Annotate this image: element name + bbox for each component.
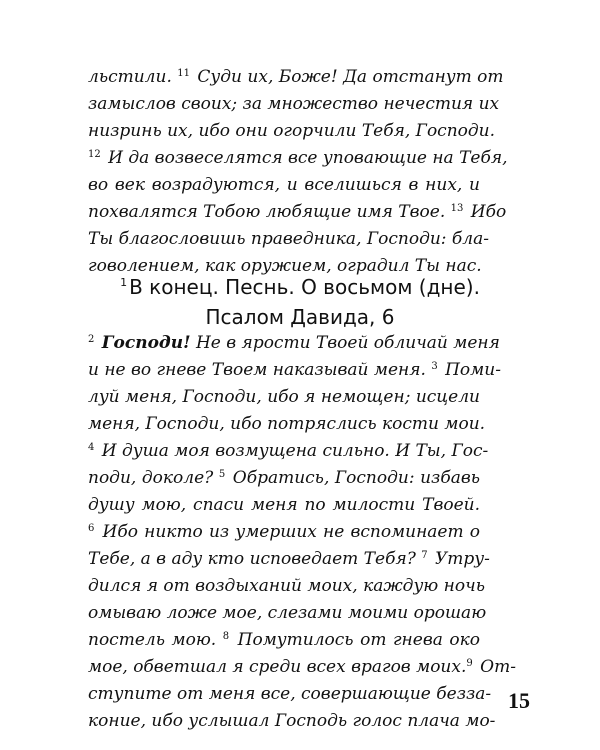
text-line: дился я от воздыханий моих, каждую ночь (88, 576, 485, 596)
text-line: коние, ибо услышал Господь голос плача мо- (88, 711, 496, 731)
verse-number: 2 (88, 334, 95, 345)
text-line: $^2$ Господи! Не в ярости Твоей обличай меня (88, 333, 500, 353)
text-line: низринь их, ибо они огорчили Тебя, Господи. (88, 121, 496, 141)
text-line: $^{12}$ И да возвеселятся все уповающие на Тебя, (88, 148, 508, 168)
text-line: омываю ложе мое, слезами моими орошаю (88, 603, 487, 623)
verse-number: 1 (120, 276, 128, 289)
text-line: луй меня, Господи, ибо я немощен; исцели (88, 387, 480, 407)
verse-number: 7 (421, 550, 428, 561)
text-line: замыслов своих; за множество нечестия их (88, 94, 500, 114)
verse-number: 12 (88, 149, 101, 160)
text-line: во век возрадуются, и вселишься в них, и (88, 175, 480, 195)
text-line: душу мою, спаси меня по милости Твоей. (88, 495, 480, 515)
verse-number: 9 (466, 658, 473, 669)
psalm-heading: $^1$ В конец. Песнь. О восьмом (дне). Псалом Давида, 6 (120, 275, 480, 329)
verse-number: 6 (88, 523, 95, 534)
verse-number: 5 (218, 469, 226, 480)
text-line: меня, Господи, ибо потряслись кости мои. (88, 414, 486, 434)
verse-number: 4 (88, 442, 95, 453)
text-line: $^4$ И душа моя возмущена сильно. И Ты, Гос- (88, 441, 489, 461)
text-line: и не во гневе Твоем наказывай меня. $^3$ Поми- (88, 360, 501, 380)
text-line: льстили. $^{11}$ Суди их, Боже! Да отстанут от (88, 67, 504, 87)
verse-number: 3 (431, 361, 438, 372)
page-number: 15 (508, 688, 530, 713)
text-line: похвалятся Тобою любящие имя Твое. $^{13}$ Ибо (88, 202, 507, 222)
verse-number: 8 (222, 631, 230, 642)
top-paragraph (88, 64, 508, 280)
text-line: мое, обветшал я среди всех врагов моих.$^9$ От- (88, 657, 516, 677)
text-line: постель мою. $^8$ Помутилось от гнева око (88, 630, 480, 650)
text-line: говолением, как оружием, оградил Ты нас. (88, 256, 482, 276)
psalm-text (88, 330, 516, 735)
text-line: поди, доколе? $^5$ Обратись, Господи: избавь (88, 468, 480, 488)
text-line: Ты благословишь праведника, Господи: бла- (88, 229, 490, 249)
text-line: ступите от меня все, совершающие безза- (88, 684, 492, 704)
text-line: Тебе, а в аду кто исповедает Тебя? $^7$ Утру- (88, 549, 490, 569)
verse-number: 13 (450, 203, 464, 214)
text-line: $^6$ Ибо никто из умерших не вспоминает о (88, 522, 481, 542)
verse-number: 11 (177, 68, 190, 79)
